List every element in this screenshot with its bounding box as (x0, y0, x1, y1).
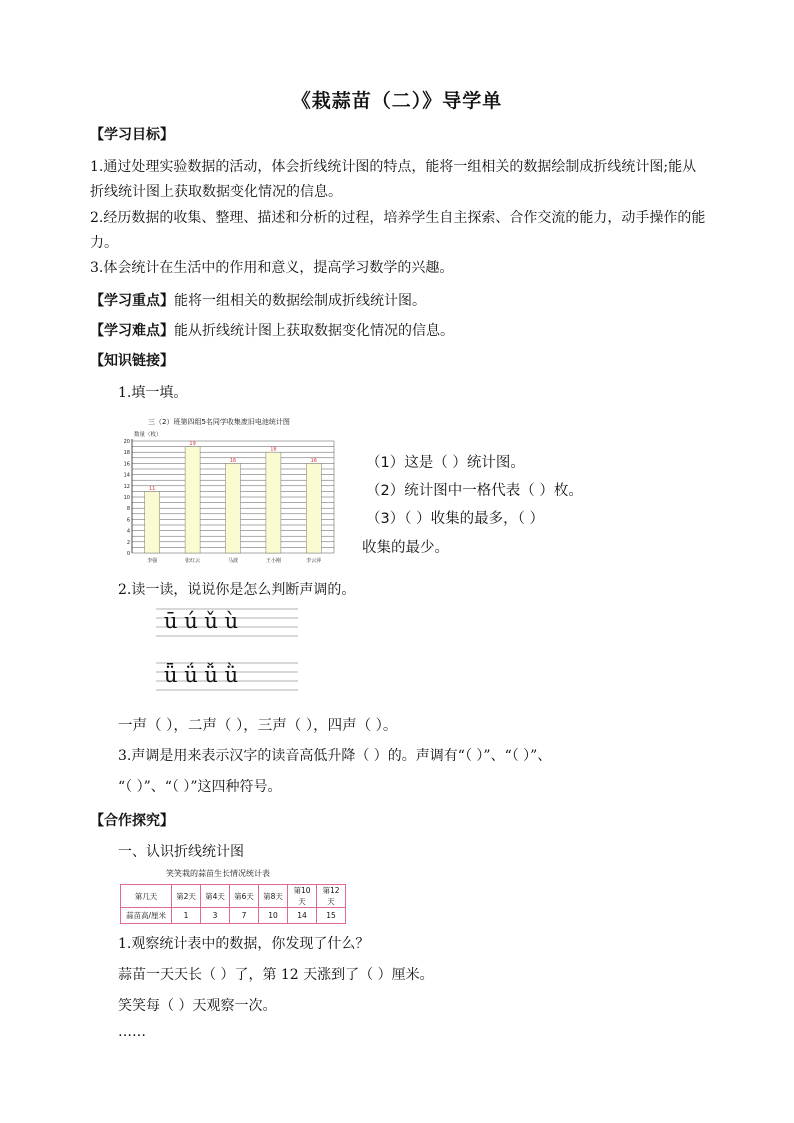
goal-line-1: 1.通过处理实验数据的活动，体会折线统计图的特点，能将一组相关的数据绘制成折线统计图;能从 (90, 159, 697, 175)
chart-title: 三（2）班第四组5名同学收集废旧电池统计图 (148, 418, 290, 426)
table-cell: 14 (288, 908, 317, 924)
knowledge-q2: 2.读一读，说说你是怎么判断声调的。 (118, 582, 356, 598)
growth-table-title: 笑笑栽的蒜苗生长情况统计表 (166, 869, 270, 878)
bar-value-label: 16 (310, 457, 317, 464)
table-cell: 第10天 (288, 885, 317, 908)
y-tick-label: 18 (123, 450, 130, 457)
bar-value-label: 18 (270, 446, 277, 453)
knowledge-q1: 1.填一填。 (118, 385, 188, 401)
knowledge-q3-line2: “（ ）”、“（ ）”这四种符号。 (118, 779, 282, 795)
pinyin-row-v: ǖ ǘ ǚ ǜ (164, 663, 239, 687)
y-tick-label: 2 (126, 539, 130, 546)
category-label: 马波 (227, 558, 239, 564)
knowledge-q3-line1: 3.声调是用来表示汉字的读音高低升降（ ）的。声调有“（ ）”、“（ ）”、 (118, 748, 552, 764)
chart-ylabel: 数量（枚） (134, 432, 162, 438)
growth-table (120, 884, 346, 924)
y-tick-label: 4 (126, 528, 130, 535)
y-tick-label: 0 (126, 551, 130, 557)
bar (226, 463, 241, 553)
table-cell: 15 (317, 908, 346, 924)
difficulty-label: 【学习难点】 (90, 323, 174, 339)
table-cell: 第12天 (317, 885, 346, 908)
table-row (121, 885, 346, 908)
battery-bar-chart (118, 427, 340, 567)
key-point-label: 【学习重点】 (90, 293, 174, 309)
y-tick-label: 12 (123, 483, 130, 490)
bar (306, 463, 321, 553)
table-row (121, 908, 346, 924)
table-cell: 第8天 (259, 885, 288, 908)
bar (185, 447, 200, 553)
table-cell: 3 (201, 908, 230, 924)
y-tick-label: 6 (126, 517, 130, 524)
table-cell: 第6天 (230, 885, 259, 908)
chart-question-3: （3）（ ）收集的最多，（ ） (366, 511, 544, 527)
y-tick-label: 14 (123, 472, 130, 479)
explore-heading: 【合作探究】 (90, 813, 174, 829)
explore-line-2: 笑笑每（ ）天观察一次。 (118, 998, 277, 1014)
goal-line-2: 折线统计图上获取数据变化情况的信息。 (90, 184, 342, 200)
table-cell: 第4天 (201, 885, 230, 908)
y-tick-label: 20 (123, 439, 130, 445)
table-cell: 10 (259, 908, 288, 924)
goal-line-5: 3.体会统计在生活中的作用和意义，提高学习数学的兴趣。 (90, 260, 454, 276)
bar-value-label: 11 (149, 485, 156, 492)
goal-line-4: 力。 (90, 235, 118, 251)
explore-line-1: 蒜苗一天天长（ ）了，第 12 天涨到了（ ）厘米。 (118, 967, 434, 983)
chart-question-3-cont: 收集的最少。 (362, 540, 449, 556)
table-cell: 第几天 (121, 885, 172, 908)
bar-value-label: 16 (229, 457, 237, 464)
tone-blanks: 一声（ ），二声（ ），三声（ ），四声（ ）。 (118, 718, 398, 734)
bar-value-label: 19 (189, 441, 196, 448)
category-label: 李强 (147, 558, 158, 564)
bar (145, 491, 160, 553)
pinyin-row-u: ū ú ǔ ù (164, 609, 239, 633)
explore-section: 一、认识折线统计图 (118, 844, 244, 860)
y-tick-label: 8 (126, 506, 130, 513)
table-cell: 蒜苗高/厘米 (121, 908, 172, 924)
y-tick-label: 10 (123, 495, 130, 501)
explore-ellipsis: …… (118, 1024, 146, 1040)
category-label: 王小刚 (265, 558, 281, 564)
goals-heading: 【学习目标】 (90, 127, 174, 143)
difficulty (90, 320, 454, 340)
page-title: 《栽蒜苗（二）》导学单 (291, 90, 503, 112)
table-cell: 第2天 (172, 885, 201, 908)
explore-q1: 1.观察统计表中的数据，你发现了什么？ (118, 936, 370, 952)
chart-question-2: （2）统计图中一格代表（ ）枚。 (366, 483, 583, 499)
key-point (90, 290, 426, 310)
category-label: 张红云 (185, 558, 201, 564)
category-label: 李云萍 (306, 558, 322, 564)
goal-line-3: 2.经历数据的收集、整理、描述和分析的过程，培养学生自主探索、合作交流的能力，动手操作的能 (90, 210, 706, 226)
y-tick-label: 16 (123, 461, 130, 468)
bar (266, 452, 281, 553)
table-cell: 7 (230, 908, 259, 924)
table-cell: 1 (172, 908, 201, 924)
key-point-text: 能将一组相关的数据绘制成折线统计图。 (174, 293, 426, 309)
knowledge-heading: 【知识链接】 (90, 353, 174, 369)
difficulty-text: 能从折线统计图上获取数据变化情况的信息。 (174, 323, 454, 339)
chart-question-1: （1）这是（ ）统计图。 (366, 455, 525, 471)
